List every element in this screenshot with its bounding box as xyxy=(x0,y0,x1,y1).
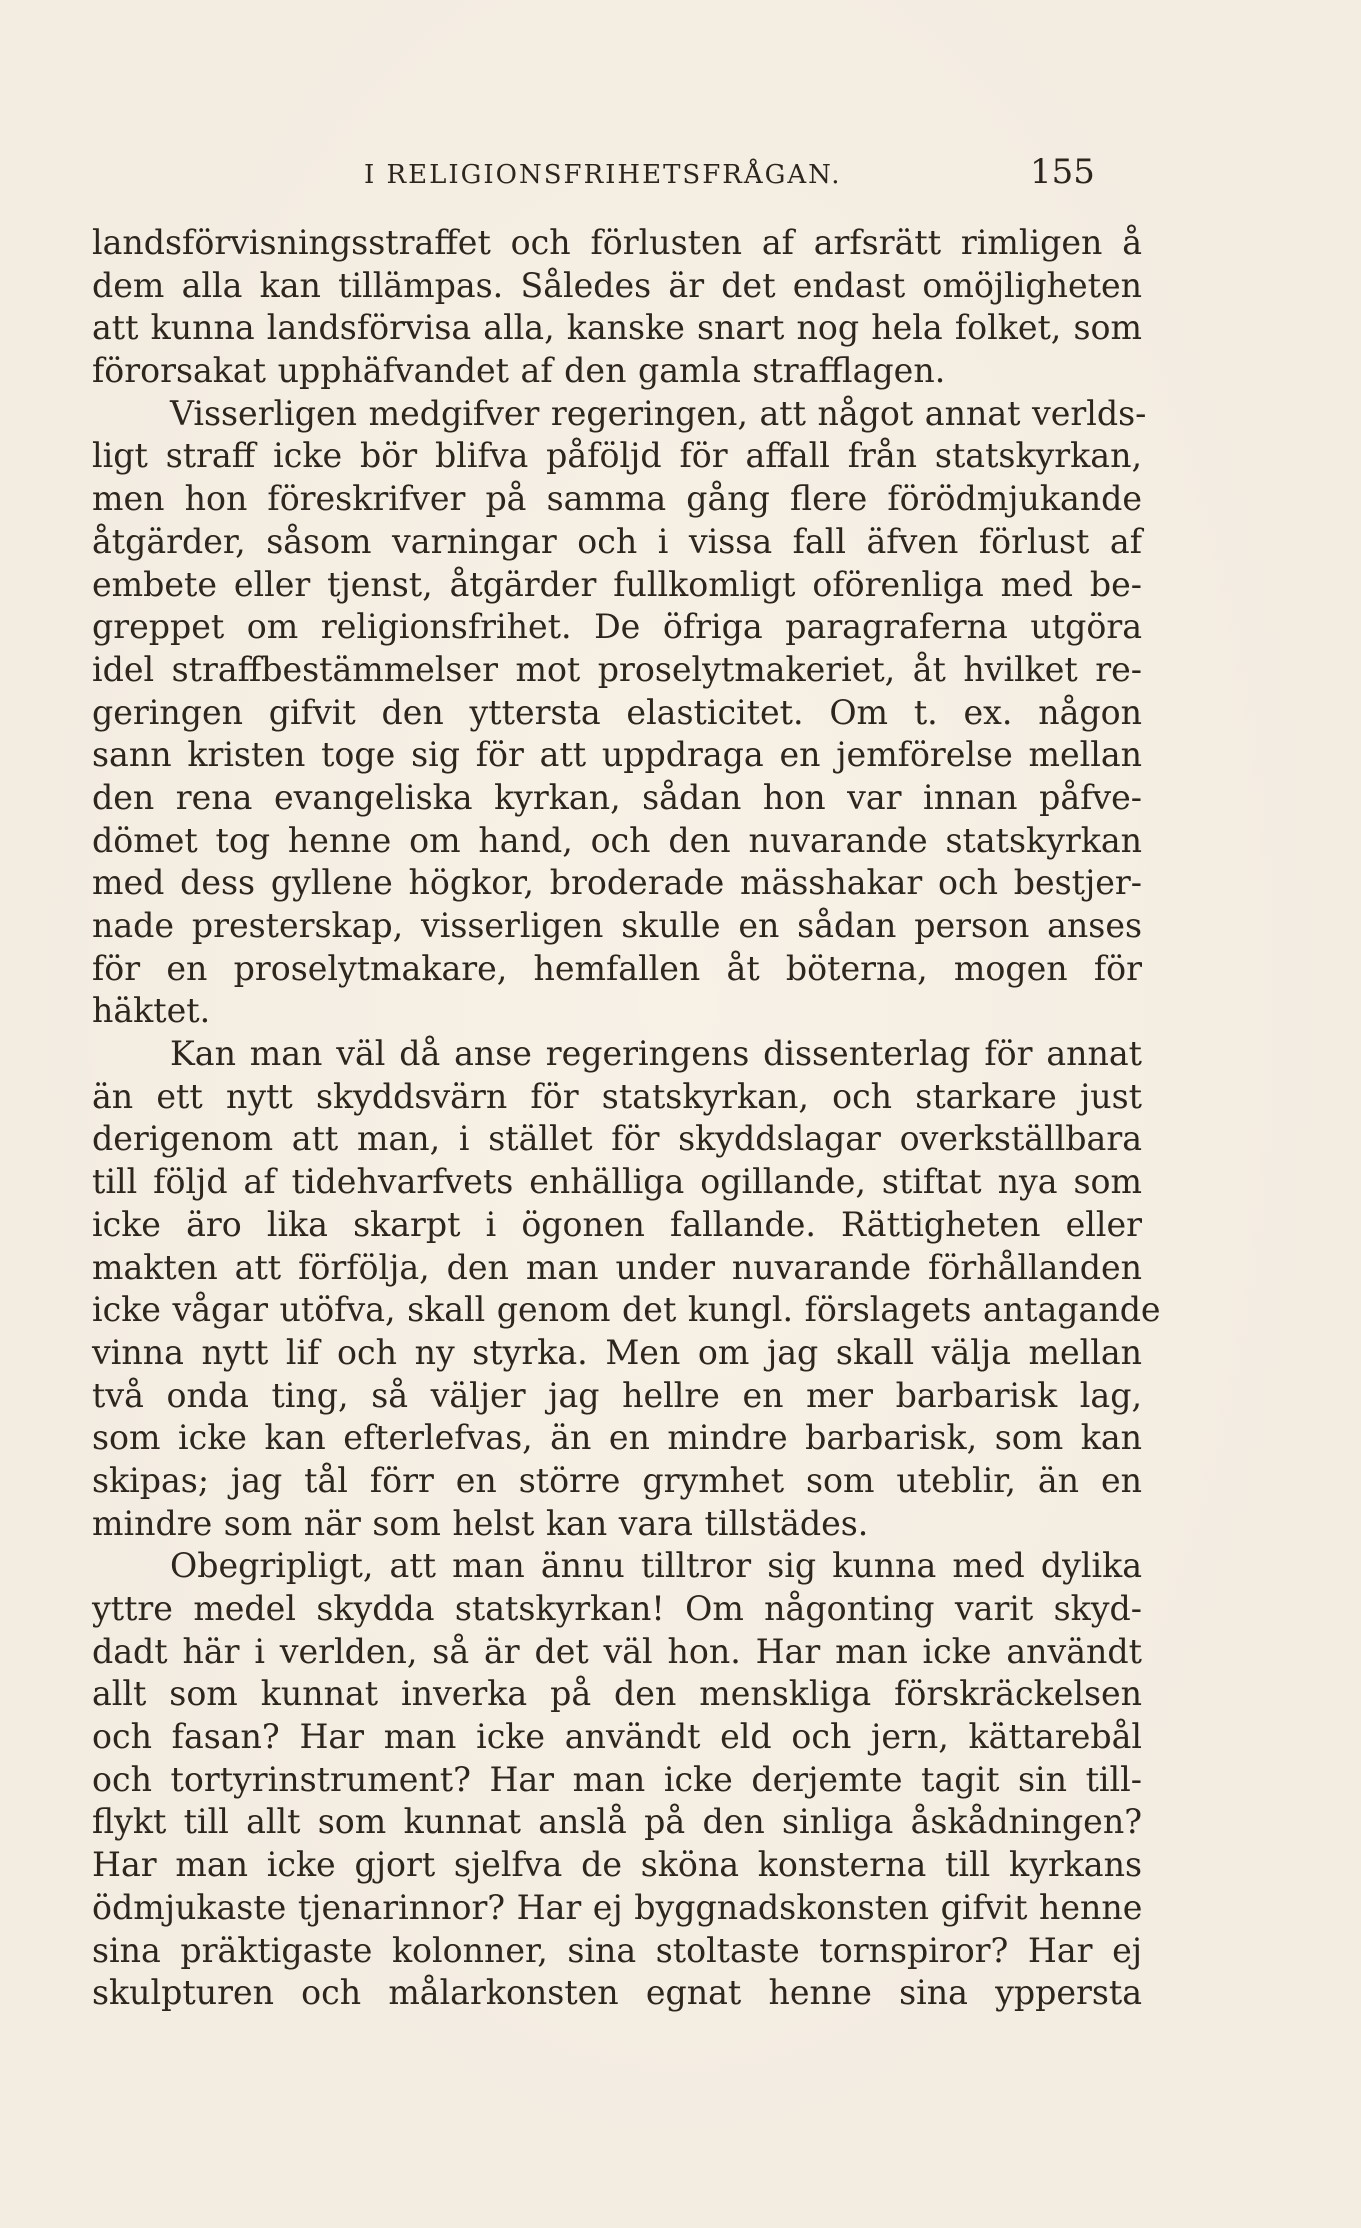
text-line: för en proselytmakare, hemfallen åt böterna, mogen för xyxy=(92,948,1142,988)
text-line: mindre som när som helst kan vara tillstädes. xyxy=(92,1503,869,1543)
text-line: dem alla kan tillämpas. Således är det endast omöjligheten xyxy=(92,265,1142,305)
text-line: den rena evangeliska kyrkan, sådan hon var innan påfve- xyxy=(92,777,1142,817)
text-line: men hon föreskrifver på samma gång flere förödmjukande xyxy=(92,479,1142,519)
text-line: och tortyrinstrument? Har man icke derjemte tagit sin till- xyxy=(92,1759,1142,1799)
text-line: som icke kan efterlefvas, än en mindre barbarisk, som kan xyxy=(92,1418,1142,1458)
text-line: Kan man väl då anse regeringens dissenterlag för annat xyxy=(170,1034,1142,1074)
text-line: förorsakat upphäfvandet af den gamla strafflagen. xyxy=(92,351,946,391)
text-line: makten att förfölja, den man under nuvarande förhållanden xyxy=(92,1247,1142,1287)
text-line: ödmjukaste tjenarinnor? Har ej byggnadskonsten gifvit henne xyxy=(92,1887,1143,1927)
page-number: 155 xyxy=(1030,152,1095,192)
text-line: Har man icke gjort sjelfva de sköna konsterna till kyrkans xyxy=(92,1845,1142,1885)
text-line: idel straffbestämmelser mot proselytmakeriet, åt hvilket re- xyxy=(92,649,1142,689)
text-line: flykt till allt som kunnat anslå på den sinliga åskådningen? xyxy=(92,1802,1142,1842)
text-line: nade presterskap, visserligen skulle en sådan person anses xyxy=(92,906,1142,945)
text-line: häktet. xyxy=(92,991,211,1031)
text-line: landsförvisningsstraffet och förlusten af arfsrätt rimligen å xyxy=(92,223,1142,262)
text-line: två onda ting, så väljer jag hellre en mer barbarisk lag, xyxy=(92,1375,1142,1415)
text-line: sina präktigaste kolonner, sina stoltaste tornspiror? Har ej xyxy=(92,1930,1142,1970)
text-line: derigenom att man, i stället för skyddslagar overkställbara xyxy=(92,1119,1142,1159)
text-line: allt som kunnat inverka på den menskliga förskräckelsen xyxy=(92,1674,1142,1714)
text-line: yttre medel skydda statskyrkan! Om någonting varit skyd- xyxy=(92,1589,1142,1628)
text-line: geringen gifvit den yttersta elasticitet. Om t. ex. någon xyxy=(92,692,1142,732)
text-line: till följd af tidehvarfvets enhälliga ogillande, stiftat nya som xyxy=(92,1162,1142,1202)
text-line: sann kristen toge sig för att uppdraga en jemförelse mellan xyxy=(92,735,1142,775)
page-header xyxy=(0,146,1361,196)
text-line: skipas; jag tål förr en större grymhet som uteblir, än en xyxy=(92,1460,1142,1500)
text-line: skulpturen och målarkonsten egnat henne sina yppersta xyxy=(92,1973,1142,2013)
text-line: icke vågar utöfva, skall genom det kungl. förslagets antagande xyxy=(92,1290,1161,1330)
text-line: dömet tog henne om hand, och den nuvarande statskyrkan xyxy=(92,820,1142,860)
running-head: I RELIGIONSFRIHETSFRÅGAN. xyxy=(364,160,842,190)
body-text xyxy=(92,222,1161,2015)
text-line: Visserligen medgifver regeringen, att något annat verlds- xyxy=(170,393,1147,433)
text-line: dadt här i verlden, så är det väl hon. Har man icke användt xyxy=(92,1631,1142,1671)
text-line: greppet om religionsfrihet. De öfriga paragraferna utgöra xyxy=(92,607,1142,647)
text-line: vinna nytt lif och ny styrka. Men om jag skall välja mellan xyxy=(92,1332,1142,1372)
text-line: åtgärder, såsom varningar och i vissa fall äfven förlust af xyxy=(92,521,1142,561)
text-line: Obegripligt, att man ännu tilltror sig kunna med dylika xyxy=(170,1546,1142,1586)
text-line: embete eller tjenst, åtgärder fullkomligt oförenliga med be- xyxy=(92,564,1142,604)
text-line: än ett nytt skyddsvärn för statskyrkan, och starkare just xyxy=(92,1076,1142,1116)
text-line: och fasan? Har man icke användt eld och jern, kättarebål xyxy=(92,1717,1142,1757)
text-line: ligt straff icke bör blifva påföljd för affall från statskyrkan, xyxy=(92,436,1142,476)
text-line: med dess gyllene högkor, broderade mässhakar och bestjer- xyxy=(92,863,1142,903)
text-line: att kunna landsförvisa alla, kanske snart nog hela folket, som xyxy=(92,308,1142,348)
text-line: icke äro lika skarpt i ögonen fallande. Rättigheten eller xyxy=(92,1204,1142,1244)
